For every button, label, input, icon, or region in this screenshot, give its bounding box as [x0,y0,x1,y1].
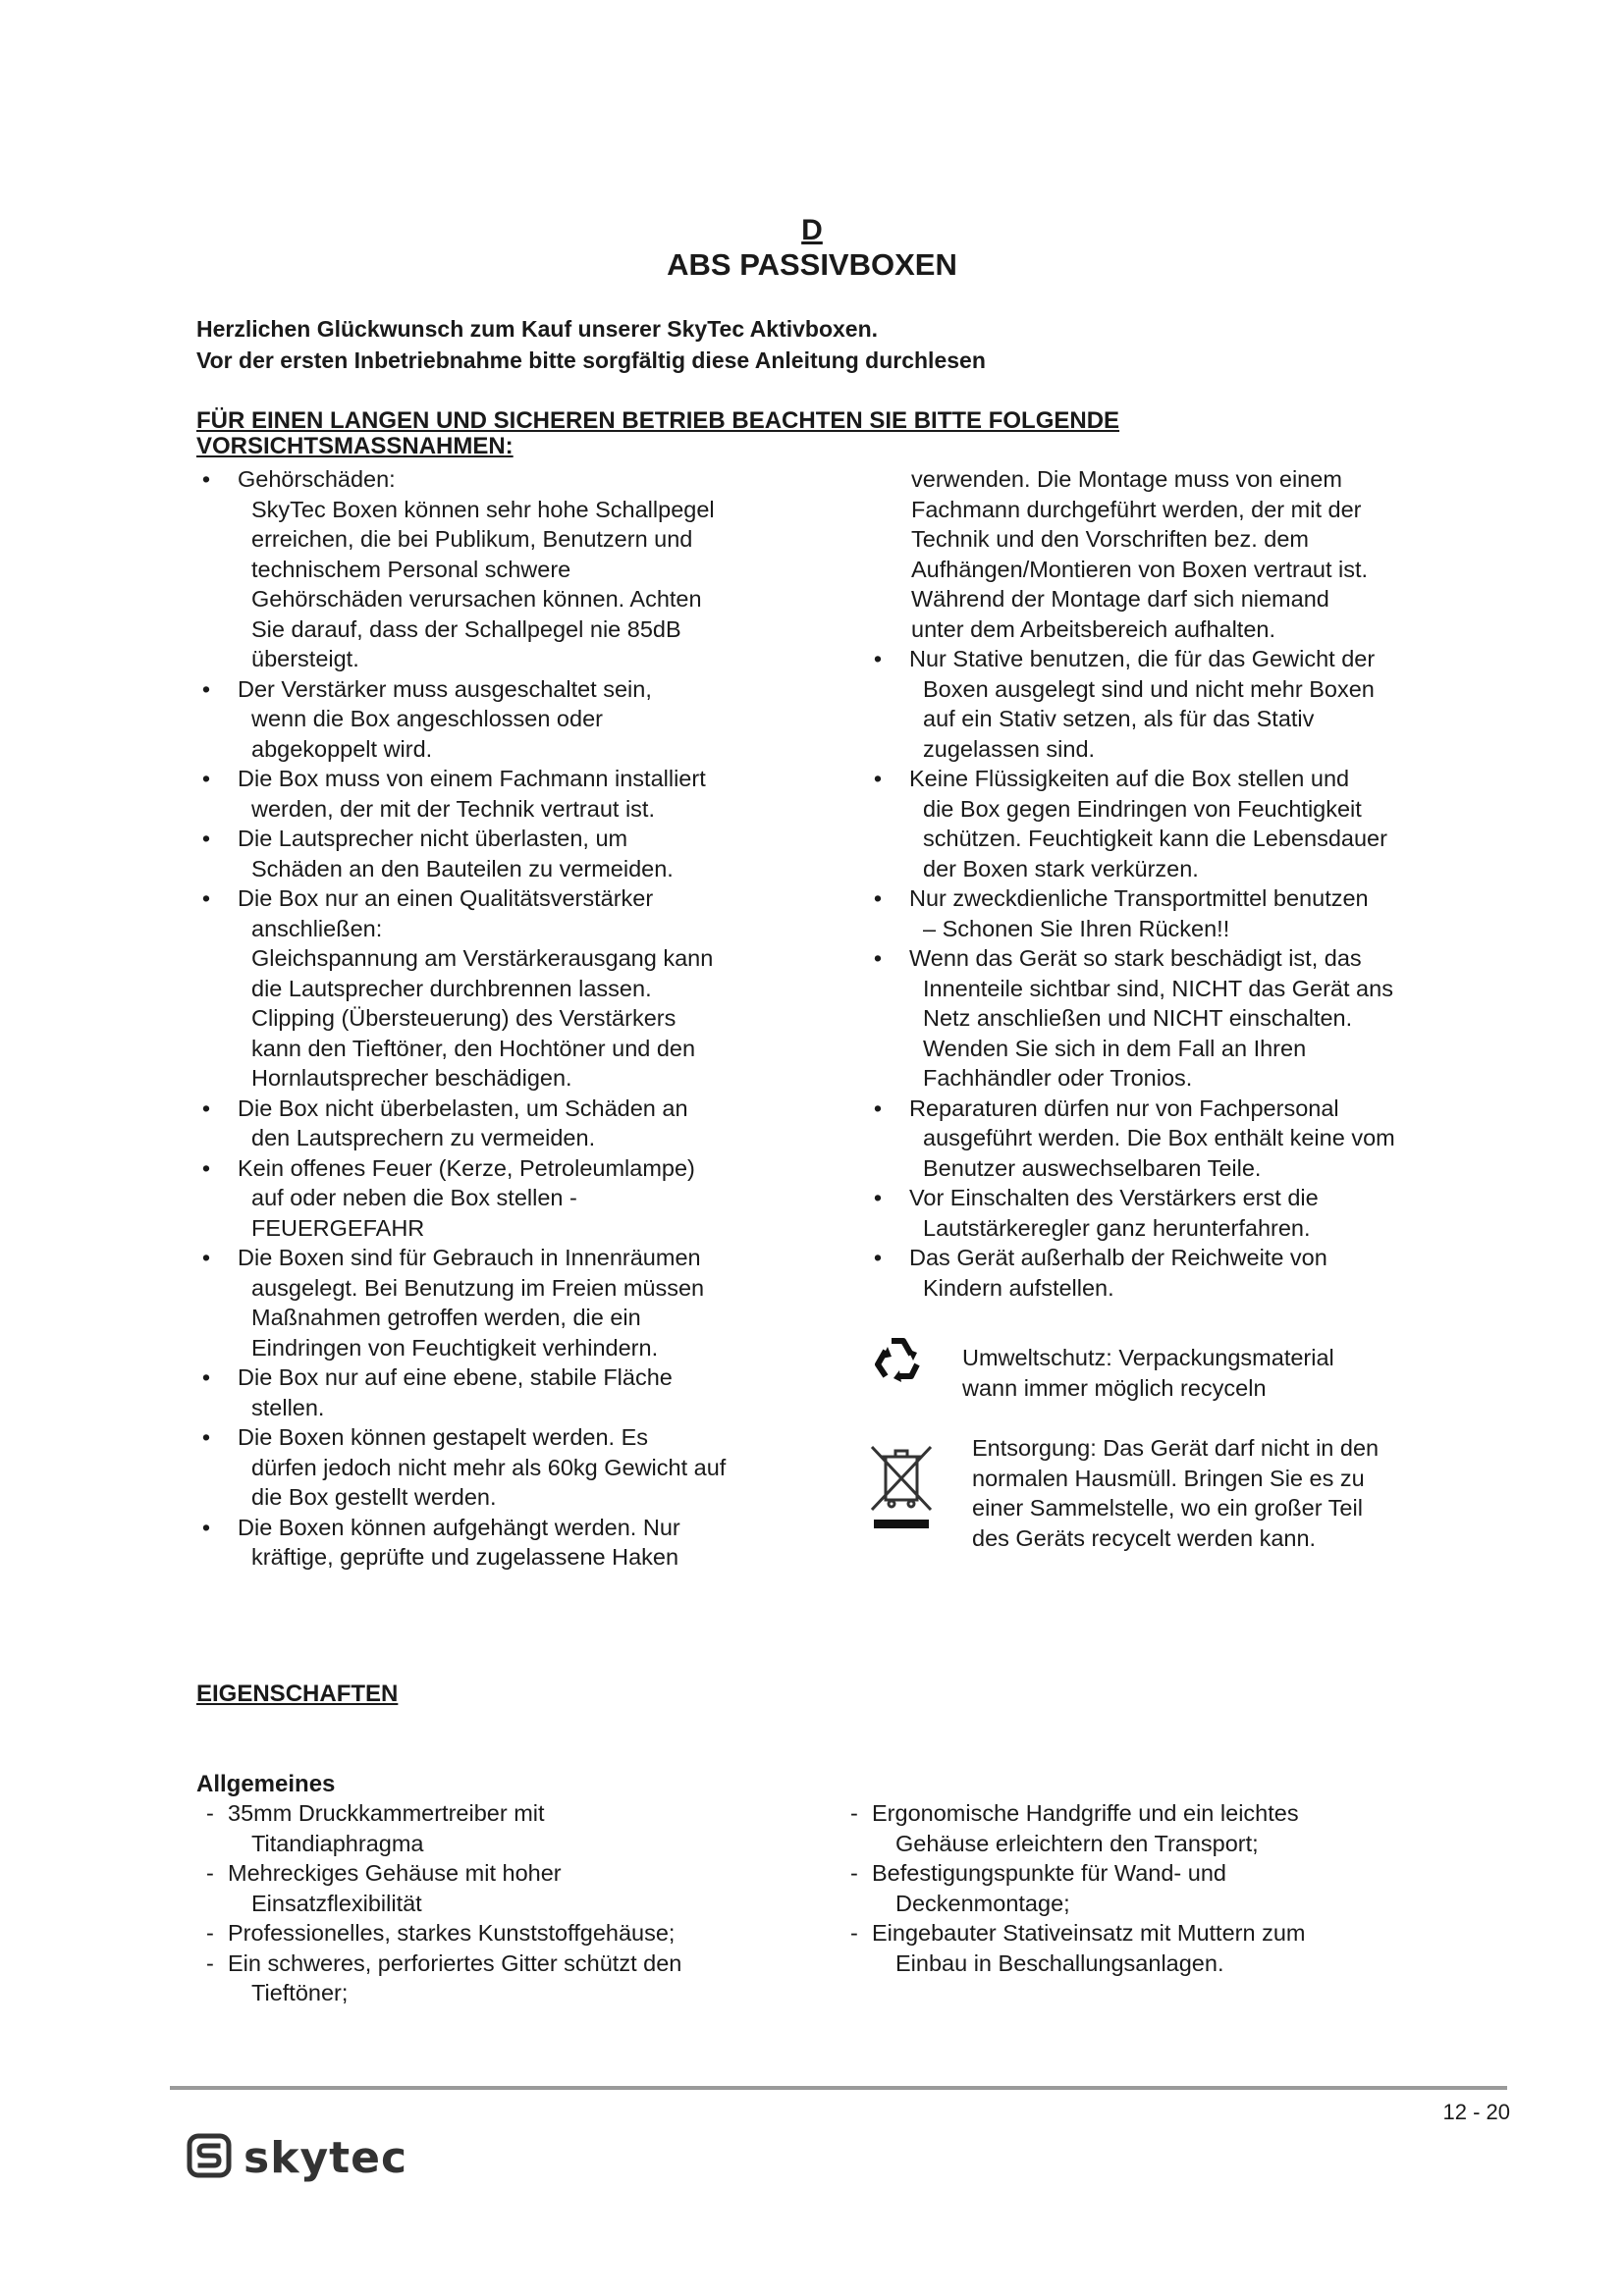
recycle-notice-line: wann immer möglich recyceln [962,1374,1267,1401]
bullet-marker: • [201,1364,211,1390]
feature-item [198,1798,807,1858]
feature-item-line: 35mm Druckkammertreiber mit [228,1800,545,1826]
feature-item [842,1918,1471,1978]
list-item-line: Das Gerät außerhalb der Reichweite von [909,1245,1327,1270]
list-item [864,1183,1473,1243]
list-item-line: der Boxen stark verkürzen. [923,855,1199,881]
list-item [192,464,821,674]
list-item-line: auf oder neben die Box stellen - [251,1185,577,1210]
list-item-line: erreichen, die bei Publikum, Benutzern und [251,526,693,552]
list-item [864,943,1473,1094]
feature-item [842,1858,1471,1918]
feature-item-line: Eingebauter Stativeinsatz mit Muttern zum [872,1920,1306,1946]
feature-item [198,1918,807,1949]
list-item-line: stellen. [251,1394,325,1420]
disposal-notice-line: Entsorgung: Das Gerät darf nicht in den [972,1435,1380,1461]
bullet-marker: • [201,1154,211,1181]
language-code: D [801,214,823,246]
intro-line-2: Vor der ersten Inbetriebnahme bitte sorgfältig diese Anleitung durchlesen [196,347,986,373]
safety-heading-line-2: VORSICHTSMASSNAHMEN: [196,433,514,459]
list-item-line: die Lautsprecher durchbrennen lassen. [251,975,652,1001]
disposal-notice [972,1433,1502,1553]
dash-marker: - [206,1800,214,1826]
list-item [864,644,1473,764]
dash-marker: - [206,1920,214,1946]
feature-item-line: Ein schweres, perforiertes Gitter schützt den [228,1949,682,1976]
bullet-marker: • [873,945,883,971]
list-item-line: Wenn das Gerät so stark beschädigt ist, das [909,945,1362,971]
list-item-line: den Lautsprechern zu vermeiden. [251,1125,596,1150]
bullet-marker: • [201,1245,211,1270]
feature-item-line: Deckenmontage; [895,1890,1070,1916]
page-title: ABS PASSIVBOXEN [667,247,957,282]
list-item-line: abgekoppelt wird. [251,735,433,762]
list-item-line: technischem Personal schwere [251,556,571,582]
list-item-line: Die Box nur an einen Qualitätsverstärker [238,885,654,911]
bullet-marker: • [873,766,883,791]
bullet-marker: • [873,885,883,911]
list-item-line: übersteigt. [251,646,359,671]
bullet-marker: • [201,766,211,791]
bullet-marker: • [201,466,211,492]
list-item-line: Vor Einschalten des Verstärkers erst die [909,1185,1319,1210]
list-item-line: ausgelegt. Bei Benutzung im Freien müssen [251,1274,705,1301]
list-item-line: Fachhändler oder Tronios. [923,1065,1193,1091]
list-item-line: ausgeführt werden. Die Box enthält keine vom [923,1125,1395,1150]
page-number: 12 - 20 [1442,2100,1510,2124]
list-item-line: Kein offenes Feuer (Kerze, Petroleumlampe) [238,1154,695,1181]
feature-item [198,1949,807,2008]
bullet-marker: • [201,1424,211,1450]
list-item-line: Sie darauf, dass der Schallpegel nie 85dB [251,615,681,642]
list-item [192,1153,821,1244]
feature-item-line: Tieftöner; [251,1980,349,2005]
list-item-line: Die Box nicht überbelasten, um Schäden an [238,1095,688,1121]
list-item-line: werden, der mit der Technik vertraut ist. [251,795,655,822]
features-heading: EIGENSCHAFTEN [196,1681,399,1707]
continuation-line: Technik und den Vorschriften bez. dem [911,526,1309,552]
list-item-line: Wenden Sie sich in dem Fall an Ihren [923,1035,1307,1061]
list-item-line: Innenteile sichtbar sind, NICHT das Gerät ans [923,975,1393,1001]
features-list-left [198,1798,807,2008]
list-item-line: Lautstärkeregler ganz herunterfahren. [923,1214,1311,1241]
continuation-line: unter dem Arbeitsbereich aufhalten. [911,615,1276,642]
list-item-line: Die Boxen können aufgehängt werden. Nur [238,1514,680,1540]
dash-marker: - [206,1949,214,1976]
continuation-line: Aufhängen/Montieren von Boxen vertraut ist. [911,556,1369,582]
feature-item [842,1798,1471,1858]
list-item [864,1243,1473,1303]
list-item-line: dürfen jedoch nicht mehr als 60kg Gewicht auf [251,1454,727,1480]
crossed-bin-icon [866,1439,937,1533]
bullet-marker: • [873,1245,883,1270]
features-list-right [842,1798,1471,1978]
list-item [864,1094,1473,1184]
list-item [192,1094,821,1153]
bullet-marker: • [201,675,211,702]
list-item-line: die Box gestellt werden. [251,1484,497,1510]
list-item-line: Die Lautsprecher nicht überlasten, um [238,826,628,851]
list-item-line: Die Boxen können gestapelt werden. Es [238,1424,649,1450]
list-item [864,883,1473,943]
continuation-line: verwenden. Die Montage muss von einem [911,466,1342,492]
list-item-line: Reparaturen dürfen nur von Fachpersonal [909,1095,1339,1121]
list-item-line: Maßnahmen getroffen werden, die ein [251,1305,641,1330]
intro-line-1: Herzlichen Glückwunsch zum Kauf unserer SkyTec Aktivboxen. [196,316,879,342]
list-item-line: Der Verstärker muss ausgeschaltet sein, [238,675,652,702]
list-item-line: zugelassen sind. [923,735,1096,762]
list-item-line: schützen. Feuchtigkeit kann die Lebensdauer [923,826,1387,851]
list-item-line: Gehörschäden verursachen können. Achten [251,586,702,612]
list-item-line: die Box gegen Eindringen von Feuchtigkeit [923,795,1362,822]
recycle-notice-line: Umweltschutz: Verpackungsmaterial [962,1345,1334,1370]
list-item [192,883,821,1094]
list-item-line: Die Box nur auf eine ebene, stabile Fläche [238,1364,673,1390]
feature-item-line: Einbau in Beschallungsanlagen. [895,1949,1224,1976]
brand-logo [187,2134,407,2181]
list-item-line: kann den Tieftöner, den Hochtöner und den [251,1035,696,1061]
list-item-line: – Schonen Sie Ihren Rücken!! [923,915,1230,941]
features-subheading: Allgemeines [196,1771,336,1797]
list-item-line: auf ein Stativ setzen, als für das Stativ [923,706,1315,731]
list-item-line: Nur zweckdienliche Transportmittel benutzen [909,885,1369,911]
skytec-s-logo-icon [187,2133,232,2183]
bullet-marker: • [873,646,883,671]
feature-item-line: Titandiaphragma [251,1830,424,1856]
brand-name: skytec [244,2132,408,2183]
list-item-line: Gehörschäden: [238,466,396,492]
list-item [192,1243,821,1362]
feature-item-line: Befestigungspunkte für Wand- und [872,1860,1226,1886]
bullet-marker: • [873,1095,883,1121]
dash-marker: - [206,1860,214,1886]
list-item [192,1513,821,1573]
list-item-line: Die Box muss von einem Fachmann installiert [238,766,706,791]
feature-item-line: Gehäuse erleichtern den Transport; [895,1830,1259,1856]
continuation-line: Während der Montage darf sich niemand [911,586,1329,612]
recycle-icon [868,1331,927,1390]
bullet-marker: • [201,1095,211,1121]
list-item [192,1422,821,1513]
feature-item-line: Einsatzflexibilität [251,1890,422,1916]
list-item [192,824,821,883]
dash-marker: - [850,1920,858,1946]
list-item [192,764,821,824]
bullet-marker: • [201,826,211,851]
list-item-line: Keine Flüssigkeiten auf die Box stellen und [909,766,1350,791]
list-item-line: Boxen ausgelegt sind und nicht mehr Boxen [923,675,1375,702]
bullet-marker: • [201,885,211,911]
feature-item-line: Professionelles, starkes Kunststoffgehäuse; [228,1920,676,1946]
list-item-line: Die Boxen sind für Gebrauch in Innenräumen [238,1245,701,1270]
disposal-notice-line: des Geräts recycelt werden kann. [972,1524,1317,1551]
list-item-line: kräftige, geprüfte und zugelassene Haken [251,1544,679,1570]
continuation-line: Fachmann durchgeführt werden, der mit der [911,496,1362,522]
footer-divider [170,2086,1507,2090]
safety-list-right [864,464,1473,1303]
feature-item-line: Ergonomische Handgriffe und ein leichtes [872,1800,1299,1826]
list-item-line: Gleichspannung am Verstärkerausgang kann [251,945,714,971]
feature-item-line: Mehreckiges Gehäuse mit hoher [228,1860,562,1886]
list-item-line: Nur Stative benutzen, die für das Gewicht der [909,646,1376,671]
list-item-line: FEUERGEFAHR [251,1214,425,1241]
list-item-line: Netz anschließen und NICHT einschalten. [923,1005,1353,1031]
list-item-line: Clipping (Übersteuerung) des Verstärkers [251,1005,677,1031]
list-item-line: anschließen: [251,915,383,941]
list-item-line: Benutzer auswechselbaren Teile. [923,1154,1262,1181]
list-item-line: wenn die Box angeschlossen oder [251,706,603,731]
bullet-marker: • [201,1514,211,1540]
list-item-line: SkyTec Boxen können sehr hohe Schallpegel [251,496,715,522]
feature-item [198,1858,807,1918]
list-item [864,764,1473,883]
safety-heading-line-1: FÜR EINEN LANGEN UND SICHEREN BETRIEB BEACHTEN SIE BITTE FOLGENDE [196,407,1120,434]
list-item-line: Kindern aufstellen. [923,1274,1114,1301]
dash-marker: - [850,1800,858,1826]
safety-list-left [192,464,821,1573]
list-item-line: Schäden an den Bauteilen zu vermeiden. [251,855,674,881]
recycle-notice [962,1343,1492,1403]
disposal-notice-line: einer Sammelstelle, wo ein großer Teil [972,1495,1363,1521]
list-item-line: Eindringen von Feuchtigkeit verhindern. [251,1334,659,1361]
list-item-line: Hornlautsprecher beschädigen. [251,1065,572,1091]
disposal-notice-line: normalen Hausmüll. Bringen Sie es zu [972,1465,1365,1491]
bullet-marker: • [873,1185,883,1210]
list-item [192,674,821,765]
dash-marker: - [850,1860,858,1886]
list-item [192,1362,821,1422]
list-item-continuation [864,464,1473,644]
